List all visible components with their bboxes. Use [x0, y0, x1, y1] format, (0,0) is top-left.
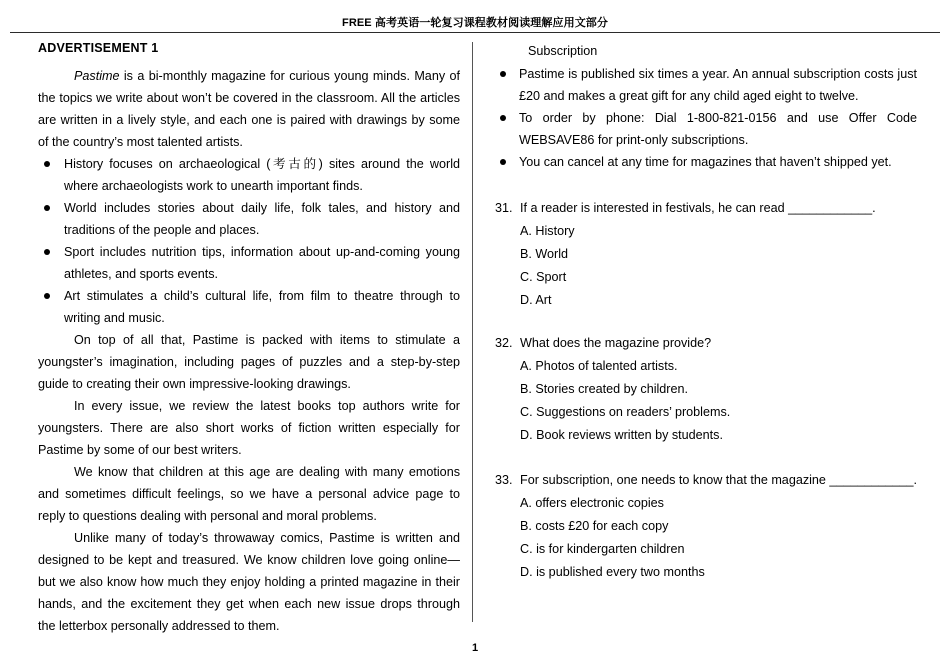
- body-paragraph: In every issue, we review the latest books top authors write for youngsters. There are also short works of fiction written especially for Pastime by some of our best writers.: [38, 399, 460, 457]
- question-stem: [495, 332, 917, 355]
- question-text: For subscription, one needs to know that the magazine ____________.: [520, 473, 917, 487]
- subscription-details-list: [495, 63, 917, 173]
- subscription-heading: Subscription: [528, 44, 598, 58]
- running-header: FREE 高考英语一轮复习课程教材阅读理解应用文部分: [342, 17, 608, 29]
- question-33: [495, 469, 917, 584]
- question-option[interactable]: C. Sport: [520, 270, 567, 284]
- advertisement-section-title: ADVERTISEMENT 1: [38, 41, 159, 55]
- question-option[interactable]: B. Stories created by children.: [520, 382, 688, 396]
- list-item: [495, 107, 917, 151]
- list-item-label: Sport includes nutrition tips, information about up-and-coming young athletes, and sports events.: [64, 245, 460, 281]
- bullet-dot-icon: [44, 249, 50, 255]
- column-divider-rule: [472, 42, 473, 622]
- body-paragraph: On top of all that, Pastime is packed with items to stimulate a youngster’s imagination, including pages of puzzles and a step-by-step guide to creating their own impressive-looking drawings.: [38, 333, 460, 391]
- list-item: [38, 241, 460, 285]
- bullet-dot-icon: [44, 293, 50, 299]
- question-32: [495, 332, 917, 447]
- question-31: [495, 197, 917, 312]
- intro-paragraph: [38, 65, 460, 153]
- question-option[interactable]: D. Book reviews written by students.: [520, 428, 723, 442]
- bullet-dot-icon: [500, 71, 506, 77]
- body-paragraph: Unlike many of today’s throwaway comics, Pastime is written and designed to be kept and treasured. We know children love going online—but we also know how much they enjoy holding a printed magazine in their hands, and the excitement they get when each new issue drops through the letterbox personally addressed to them.: [38, 531, 460, 633]
- list-item: [38, 153, 460, 197]
- bullet-dot-icon: [44, 161, 50, 167]
- question-option[interactable]: B. World: [520, 247, 569, 261]
- intro-paragraph-text: is a bi-monthly magazine for curious young minds. Many of the topics we write about won’t be covered in the classroom. All the articles are written in a lively style, and each one is paired with drawings by some of the country’s most talented artists.: [38, 69, 460, 149]
- left-column: [38, 40, 460, 637]
- question-stem: [495, 197, 917, 220]
- question-text: If a reader is interested in festivals, he can read ____________.: [520, 201, 876, 215]
- document-body: [0, 40, 950, 633]
- list-item-label: To order by phone: Dial 1-800-821-0156 and use Offer Code WEBSAVE86 for print-only subscriptions.: [519, 111, 917, 147]
- question-option[interactable]: D. Art: [520, 293, 552, 307]
- question-option[interactable]: C. Suggestions on readers’ problems.: [520, 405, 731, 419]
- question-option[interactable]: D. is published every two months: [520, 565, 705, 579]
- list-item-label: World includes stories about daily life, folk tales, and history and traditions of the people and places.: [64, 201, 460, 237]
- list-item-label: You can cancel at any time for magazines that haven’t shipped yet.: [519, 155, 892, 169]
- list-item: [495, 151, 917, 173]
- header-divider-rule: [10, 32, 940, 33]
- question-number: 31.: [495, 201, 513, 215]
- right-column: [495, 40, 917, 584]
- question-option[interactable]: A. offers electronic copies: [520, 496, 664, 510]
- list-item-label: Pastime is published six times a year. An annual subscription costs just £20 and makes a great gift for any child aged eight to twelve.: [519, 67, 917, 103]
- body-paragraph: We know that children at this age are dealing with many emotions and sometimes difficult feelings, so we have a personal advice page to reply to questions dealing with personal and moral problems.: [38, 465, 460, 523]
- question-option[interactable]: B. costs £20 for each copy: [520, 519, 669, 533]
- list-item: [38, 285, 460, 329]
- bullet-dot-icon: [44, 205, 50, 211]
- list-item: [38, 197, 460, 241]
- bullet-dot-icon: [500, 115, 506, 121]
- list-item: [495, 63, 917, 107]
- question-number: 33.: [495, 473, 513, 487]
- magazine-sections-list: [38, 153, 460, 329]
- question-stem: [495, 469, 917, 492]
- question-number: 32.: [495, 336, 513, 350]
- question-option[interactable]: A. History: [520, 224, 575, 238]
- page-number: 1: [471, 642, 479, 654]
- question-option[interactable]: C. is for kindergarten children: [520, 542, 685, 556]
- list-item-label: History focuses on archaeological (考古的) sites around the world where archaeologists work to unearth important finds.: [64, 157, 460, 193]
- question-option[interactable]: A. Photos of talented artists.: [520, 359, 678, 373]
- magazine-name-italic: Pastime: [74, 69, 120, 83]
- question-text: What does the magazine provide?: [520, 336, 712, 350]
- bullet-dot-icon: [500, 159, 506, 165]
- list-item-label: Art stimulates a child’s cultural life, from film to theatre through to writing and music.: [64, 289, 460, 325]
